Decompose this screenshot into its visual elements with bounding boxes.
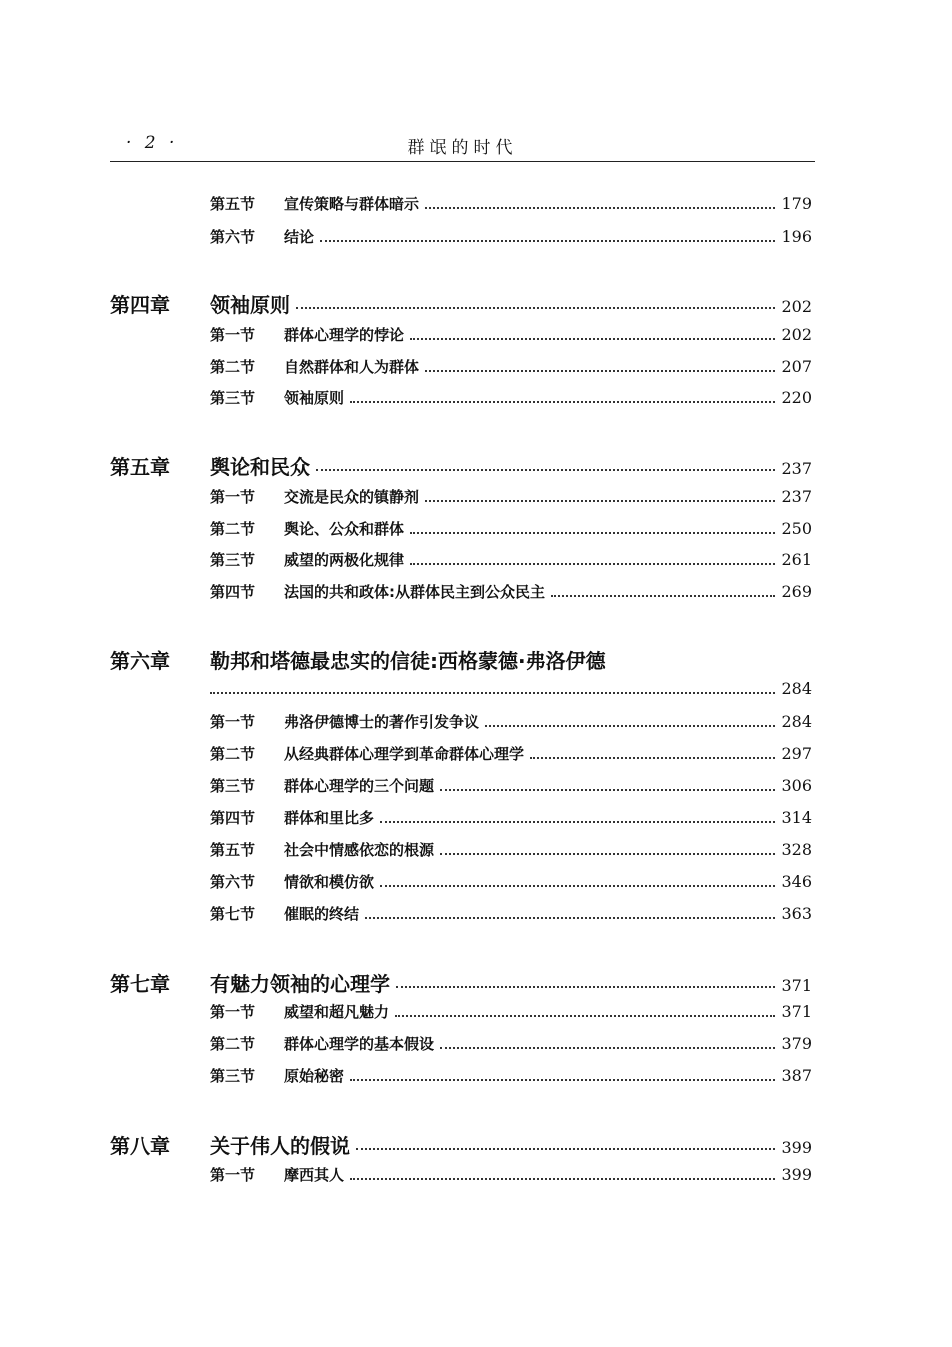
section-label: 第一节 bbox=[210, 1166, 256, 1184]
dot-leader bbox=[296, 307, 775, 309]
section-title: 领袖原则 bbox=[284, 389, 345, 407]
dot-leader bbox=[551, 595, 775, 597]
page-ref: 269 bbox=[781, 582, 812, 601]
section-label: 第六节 bbox=[210, 873, 256, 891]
section-title: 社会中情感依恋的根源 bbox=[284, 841, 435, 859]
page-ref: 399 bbox=[781, 1138, 812, 1157]
dot-leader bbox=[350, 1178, 775, 1180]
chapter-label: 第六章 bbox=[110, 649, 170, 673]
dot-leader bbox=[425, 207, 775, 209]
page-ref: 207 bbox=[781, 357, 812, 376]
dot-leader bbox=[350, 1079, 775, 1081]
page-ref: 306 bbox=[781, 776, 812, 795]
section-title: 威望的两极化规律 bbox=[284, 551, 405, 569]
page-ref: 250 bbox=[781, 519, 812, 538]
toc-chapter-row bbox=[110, 645, 812, 674]
page-ref: 314 bbox=[781, 808, 812, 827]
dot-leader bbox=[440, 789, 775, 791]
toc-chapter-row bbox=[110, 1130, 812, 1159]
header-rule bbox=[110, 161, 815, 162]
dot-leader bbox=[210, 692, 775, 694]
toc-chapter-continuation bbox=[210, 679, 812, 698]
chapter-label: 第八章 bbox=[110, 1134, 170, 1158]
dot-leader bbox=[485, 725, 775, 727]
page-ref: 371 bbox=[781, 976, 812, 995]
section-title: 结论 bbox=[284, 228, 315, 246]
toc-chapter-row bbox=[110, 968, 812, 997]
dot-leader bbox=[316, 469, 775, 471]
section-title: 威望和超凡魅力 bbox=[284, 1003, 390, 1021]
page-ref: 346 bbox=[781, 872, 812, 891]
toc-section-row bbox=[210, 486, 812, 507]
section-title: 法国的共和政体:从群体民主到公众民主 bbox=[284, 583, 546, 601]
section-label: 第一节 bbox=[210, 713, 256, 731]
page-ref: 261 bbox=[781, 550, 812, 569]
section-label: 第三节 bbox=[210, 777, 256, 795]
section-title: 群体心理学的三个问题 bbox=[284, 777, 435, 795]
section-label: 第二节 bbox=[210, 1035, 256, 1053]
toc-section-row bbox=[210, 871, 812, 892]
chapter-title: 舆论和民众 bbox=[210, 455, 310, 479]
toc-section-row bbox=[210, 356, 812, 377]
section-title: 从经典群体心理学到革命群体心理学 bbox=[284, 745, 525, 763]
dot-leader bbox=[320, 240, 775, 242]
dot-leader bbox=[410, 563, 775, 565]
page-ref: 220 bbox=[781, 388, 812, 407]
page-ref: 363 bbox=[781, 904, 812, 923]
page-ref: 237 bbox=[781, 459, 812, 478]
toc-chapter-row bbox=[110, 289, 812, 318]
dot-leader bbox=[425, 370, 775, 372]
running-title: 群氓的时代 bbox=[407, 138, 518, 158]
section-label: 第二节 bbox=[210, 745, 256, 763]
toc-section-row bbox=[210, 518, 812, 539]
dot-leader bbox=[380, 885, 775, 887]
page-ref: 284 bbox=[781, 712, 812, 731]
toc-chapter-row bbox=[110, 451, 812, 480]
chapter-title: 有魅力领袖的心理学 bbox=[210, 972, 390, 996]
toc-section-row bbox=[210, 1001, 812, 1022]
page-ref: 371 bbox=[781, 1002, 812, 1021]
section-label: 第三节 bbox=[210, 1067, 256, 1085]
page-ref: 202 bbox=[781, 325, 812, 344]
section-label: 第二节 bbox=[210, 520, 256, 538]
page-ref: 237 bbox=[781, 487, 812, 506]
page-number: · 2 · bbox=[126, 133, 179, 153]
section-title: 舆论、公众和群体 bbox=[284, 520, 405, 538]
dot-leader bbox=[380, 821, 775, 823]
page-ref: 387 bbox=[781, 1066, 812, 1085]
section-title: 群体和里比多 bbox=[284, 809, 375, 827]
section-title: 摩西其人 bbox=[284, 1166, 345, 1184]
dot-leader bbox=[356, 1148, 775, 1150]
section-label: 第五节 bbox=[210, 841, 256, 859]
section-title: 群体心理学的基本假设 bbox=[284, 1035, 435, 1053]
chapter-label: 第四章 bbox=[110, 293, 170, 317]
toc-section-row bbox=[210, 1065, 812, 1086]
page-ref: 284 bbox=[781, 679, 812, 698]
dot-leader bbox=[396, 986, 775, 988]
page-ref: 179 bbox=[781, 194, 812, 213]
section-title: 群体心理学的悖论 bbox=[284, 326, 405, 344]
section-label: 第六节 bbox=[210, 228, 256, 246]
dot-leader bbox=[440, 1047, 775, 1049]
dot-leader bbox=[395, 1015, 775, 1017]
page-ref: 328 bbox=[781, 840, 812, 859]
section-title: 情欲和模仿欲 bbox=[284, 873, 375, 891]
toc-section-row bbox=[210, 839, 812, 860]
toc-section-row bbox=[210, 193, 812, 214]
toc-section-row bbox=[210, 775, 812, 796]
dot-leader bbox=[410, 338, 775, 340]
section-label: 第四节 bbox=[210, 809, 256, 827]
dot-leader bbox=[440, 853, 775, 855]
toc-section-row bbox=[210, 743, 812, 764]
dot-leader bbox=[410, 532, 775, 534]
section-title: 宣传策略与群体暗示 bbox=[284, 195, 420, 213]
dot-leader bbox=[365, 917, 775, 919]
page-ref: 202 bbox=[781, 297, 812, 316]
page-ref: 399 bbox=[781, 1165, 812, 1184]
page-ref: 379 bbox=[781, 1034, 812, 1053]
section-title: 交流是民众的镇静剂 bbox=[284, 488, 420, 506]
toc-section-row bbox=[210, 324, 812, 345]
section-label: 第七节 bbox=[210, 905, 256, 923]
toc-section-row bbox=[210, 903, 812, 924]
chapter-label: 第七章 bbox=[110, 972, 170, 996]
toc-section-row bbox=[210, 1164, 812, 1185]
section-title: 弗洛伊德博士的著作引发争议 bbox=[284, 713, 480, 731]
section-label: 第一节 bbox=[210, 1003, 256, 1021]
section-label: 第五节 bbox=[210, 195, 256, 213]
dot-leader bbox=[350, 401, 775, 403]
page-ref: 196 bbox=[781, 227, 812, 246]
toc-section-row bbox=[210, 387, 812, 408]
section-label: 第三节 bbox=[210, 551, 256, 569]
section-title: 自然群体和人为群体 bbox=[284, 358, 420, 376]
toc-section-row bbox=[210, 711, 812, 732]
chapter-title: 勒邦和塔德最忠实的信徒:西格蒙德·弗洛伊德 bbox=[210, 649, 606, 673]
section-title: 原始秘密 bbox=[284, 1067, 345, 1085]
section-label: 第二节 bbox=[210, 358, 256, 376]
toc-section-row bbox=[210, 581, 812, 602]
dot-leader bbox=[530, 757, 775, 759]
section-label: 第三节 bbox=[210, 389, 256, 407]
section-label: 第一节 bbox=[210, 488, 256, 506]
section-label: 第四节 bbox=[210, 583, 256, 601]
chapter-label: 第五章 bbox=[110, 455, 170, 479]
toc-section-row bbox=[210, 807, 812, 828]
page-header bbox=[110, 133, 815, 167]
section-label: 第一节 bbox=[210, 326, 256, 344]
chapter-title: 关于伟人的假说 bbox=[210, 1134, 350, 1158]
dot-leader bbox=[425, 500, 775, 502]
chapter-title: 领袖原则 bbox=[210, 293, 290, 317]
page-ref: 297 bbox=[781, 744, 812, 763]
toc-section-row bbox=[210, 226, 812, 247]
toc-section-row bbox=[210, 549, 812, 570]
section-title: 催眠的终结 bbox=[284, 905, 360, 923]
toc-section-row bbox=[210, 1033, 812, 1054]
